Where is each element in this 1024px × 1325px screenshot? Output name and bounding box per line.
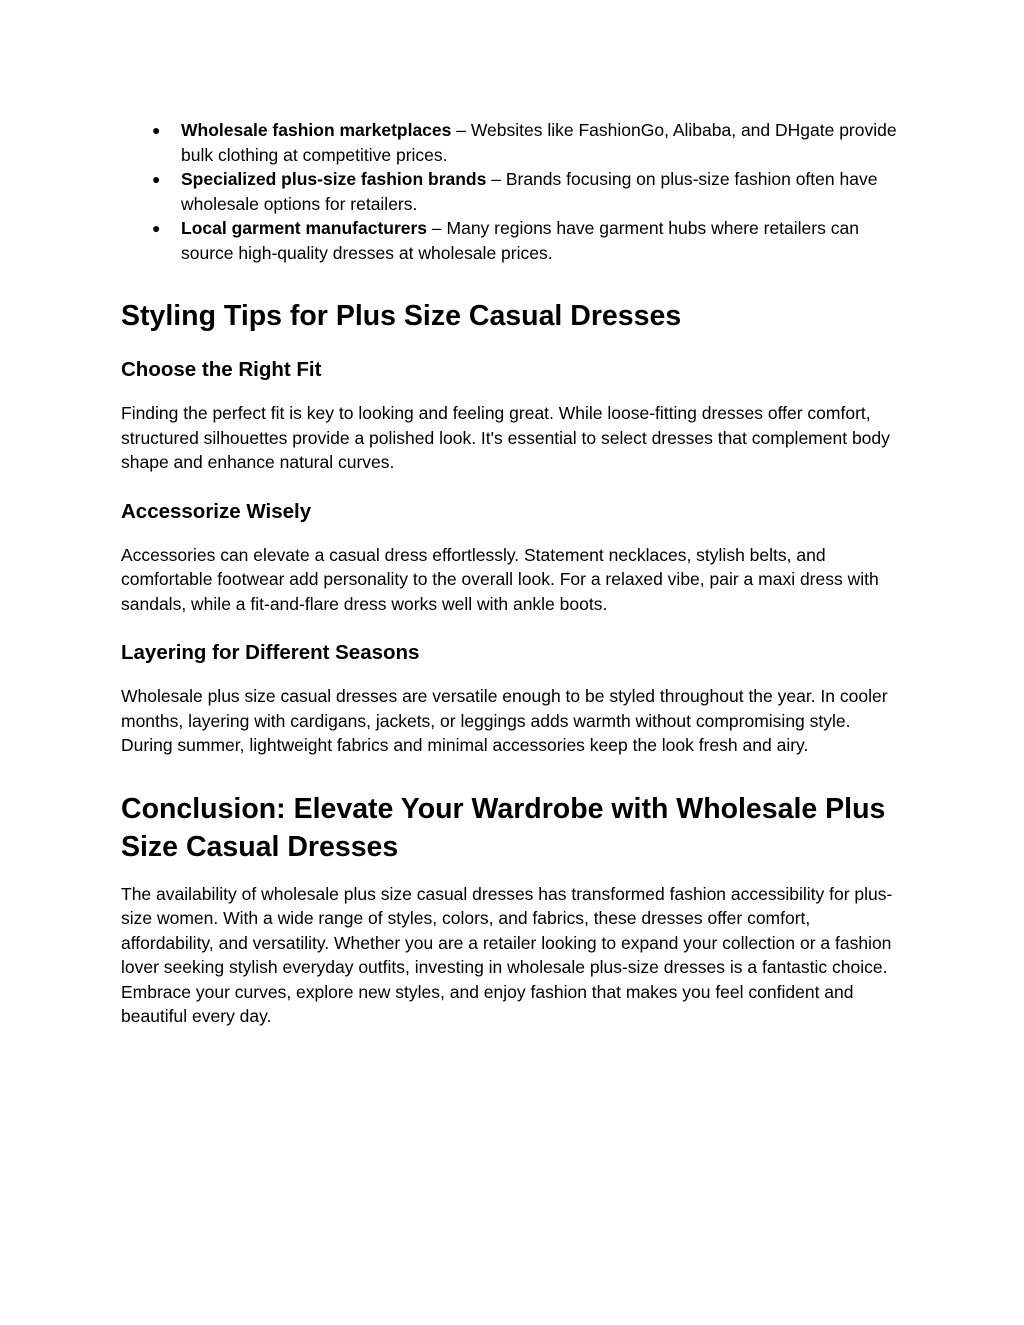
right-fit-paragraph: Finding the perfect fit is key to looking and feeling great. While loose-fitting dresses offer comfort, structured silhouettes provide a polished look. It's essential to select dresses that complement body shape and enhance natural curves.: [121, 403, 890, 472]
bullet-icon: ●: [152, 171, 161, 187]
list-item: [121, 216, 903, 265]
conclusion-heading: Conclusion: Elevate Your Wardrobe with Wholesale Plus Size Casual Dresses: [121, 792, 886, 863]
layering-heading: Layering for Different Seasons: [121, 641, 420, 664]
list-item-bold: Local garment manufacturers: [181, 218, 428, 238]
list-item-bold: Specialized plus-size fashion brands: [181, 169, 487, 189]
list-item-text: – Many regions have garment hubs where retailers can source high-quality dresses at wholesale prices.: [181, 218, 859, 263]
accessorize-paragraph: Accessories can elevate a casual dress effortlessly. Statement necklaces, stylish belts, and comfortable footwear add personality to the overall look. For a relaxed vibe, pair a maxi dress with sandals, while a fit-and-flare dress works well with ankle boots.: [121, 544, 879, 614]
bullet-icon: ●: [152, 220, 161, 236]
conclusion-paragraph: The availability of wholesale plus size casual dresses has transformed fashion accessibility for plus-size women. With a wide range of styles, colors, and fabrics, these dresses offer comfort, affordability, and versatility. Whether you are a retailer looking to expand your collection or a fashion lover seeking stylish everyday outfits, investing in wholesale plus-size dresses is a fantastic choice. Embrace your curves, explore new styles, and enjoy fashion that makes you feel confident and beautiful every day.: [121, 883, 893, 1026]
layering-paragraph: Wholesale plus size casual dresses are versatile enough to be styled throughout the year. In cooler months, layering with cardigans, jackets, or leggings adds warmth without compromising style. During summer, lightweight fabrics and minimal accessories keep the look fresh and airy.: [121, 686, 888, 755]
styling-tips-heading: Styling Tips for Plus Size Casual Dresses: [121, 300, 682, 332]
list-item: [121, 118, 903, 167]
list-item-text: – Brands focusing on plus-size fashion often have wholesale options for retailers.: [181, 169, 878, 214]
sourcing-bullet-list: [121, 118, 903, 265]
list-item: [121, 167, 903, 216]
bullet-icon: ●: [152, 122, 161, 138]
list-item-text: – Websites like FashionGo, Alibaba, and DHgate provide bulk clothing at competitive prices.: [181, 120, 897, 165]
accessorize-heading: Accessorize Wisely: [121, 499, 312, 523]
right-fit-heading: Choose the Right Fit: [121, 358, 322, 381]
list-item-bold: Wholesale fashion marketplaces: [181, 120, 452, 140]
